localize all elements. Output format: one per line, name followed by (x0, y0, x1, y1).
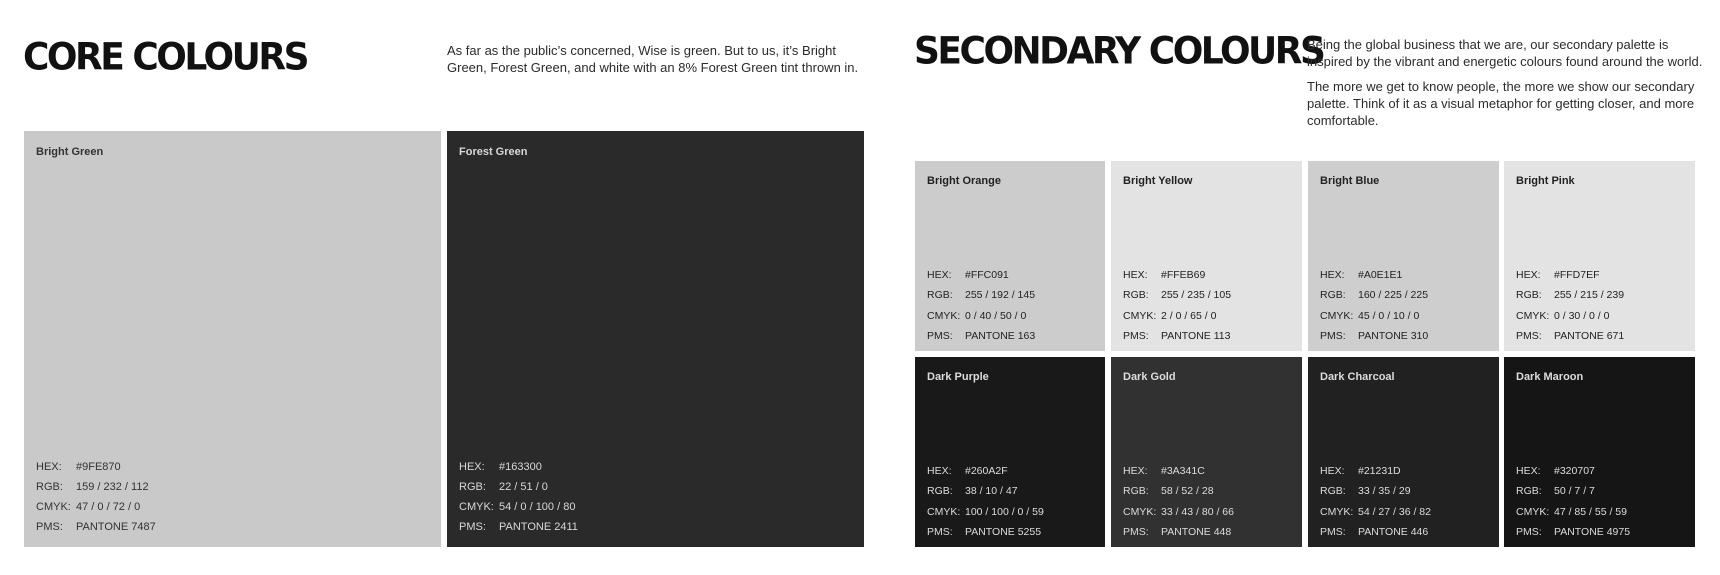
rgb-value: 160 / 225 / 225 (1358, 289, 1429, 301)
cmyk-label: CMYK: (1320, 505, 1354, 518)
cmyk-value: 0 / 30 / 0 / 0 (1554, 309, 1610, 322)
pms-value: PANTONE 7487 (76, 521, 156, 533)
swatch-dark-charcoal (1308, 357, 1499, 547)
swatch-name: Dark Charcoal (1320, 371, 1395, 383)
swatch-name: Bright Blue (1320, 175, 1380, 187)
hex-label: HEX: (927, 464, 952, 477)
hex-value: #9FE870 (76, 461, 121, 473)
secondary-colours-intro (1307, 36, 1707, 137)
cmyk-value: 54 / 0 / 100 / 80 (499, 501, 576, 513)
swatch-dark-gold (1111, 357, 1302, 547)
cmyk-label: CMYK: (36, 501, 71, 513)
colour-specs (36, 461, 156, 533)
hex-value: #260A2F (965, 464, 1008, 477)
swatch-forest-green (447, 131, 864, 547)
swatch-bright-green (24, 131, 441, 547)
hex-label: HEX: (1516, 464, 1541, 477)
hex-value: #A0E1E1 (1358, 268, 1403, 281)
secondary-intro-paragraph-1: Being the global business that we are, our secondary palette is inspired by the vibrant and energetic colours found around the world. (1307, 37, 1703, 69)
hex-label: HEX: (36, 461, 62, 473)
colour-specs (1123, 269, 1231, 343)
cmyk-label: CMYK: (1320, 309, 1354, 322)
swatch-name: Bright Green (36, 146, 104, 158)
pms-value: PANTONE 310 (1358, 330, 1429, 342)
rgb-label: RGB: (459, 481, 486, 493)
core-colours-intro: As far as the public’s concerned, Wise is green. But to us, it’s Bright Green, Forest Green, and white with an 8% Forest Green tint thrown in. (447, 43, 859, 75)
swatch-bright-orange (915, 161, 1105, 351)
swatch-name: Bright Orange (927, 175, 1001, 187)
rgb-value: 159 / 232 / 112 (76, 481, 149, 493)
hex-label: HEX: (1320, 464, 1345, 477)
hex-label: HEX: (459, 461, 485, 473)
rgb-label: RGB: (1123, 485, 1149, 497)
rgb-label: RGB: (1320, 485, 1346, 497)
pms-label: PMS: (459, 521, 486, 533)
hex-value: #3A341C (1161, 464, 1205, 477)
swatch-name: Forest Green (459, 146, 528, 158)
pms-value: PANTONE 163 (965, 330, 1036, 342)
swatch-bright-pink (1504, 161, 1695, 351)
rgb-value: 255 / 192 / 145 (965, 289, 1036, 301)
colour-specs (1123, 465, 1234, 539)
rgb-value: 255 / 235 / 105 (1161, 289, 1232, 301)
pms-value: PANTONE 448 (1161, 526, 1232, 538)
cmyk-value: 33 / 43 / 80 / 66 (1161, 505, 1234, 518)
hex-label: HEX: (1516, 268, 1541, 281)
rgb-label: RGB: (36, 481, 63, 493)
swatch-name: Bright Yellow (1123, 175, 1193, 187)
cmyk-label: CMYK: (459, 501, 494, 513)
swatch-dark-purple (915, 357, 1105, 547)
pms-label: PMS: (927, 526, 953, 538)
pms-value: PANTONE 446 (1358, 526, 1429, 538)
rgb-value: 33 / 35 / 29 (1358, 485, 1411, 497)
secondary-intro-paragraph-2: The more we get to know people, the more we show our secondary palette. Think of it as a visual metaphor for getting closer, and more comfortable. (1307, 79, 1695, 128)
rgb-label: RGB: (927, 485, 953, 497)
cmyk-label: CMYK: (927, 309, 961, 322)
hex-label: HEX: (1123, 464, 1148, 477)
rgb-value: 38 / 10 / 47 (965, 485, 1018, 497)
cmyk-label: CMYK: (927, 505, 961, 518)
pms-label: PMS: (1516, 526, 1542, 538)
swatch-name: Dark Purple (927, 371, 989, 383)
pms-label: PMS: (1320, 330, 1346, 342)
cmyk-value: 100 / 100 / 0 / 59 (965, 505, 1044, 518)
hex-label: HEX: (927, 268, 952, 281)
hex-value: #21231D (1358, 464, 1401, 477)
swatch-name: Dark Maroon (1516, 371, 1584, 383)
colour-specs (1516, 269, 1624, 343)
secondary-colours-heading: SECONDARY COLOURS (914, 29, 1324, 74)
hex-value: #320707 (1554, 464, 1595, 477)
hex-value: #163300 (499, 461, 542, 473)
pms-label: PMS: (1123, 330, 1149, 342)
rgb-value: 58 / 52 / 28 (1161, 485, 1214, 497)
rgb-label: RGB: (1320, 289, 1346, 301)
pms-value: PANTONE 2411 (499, 521, 578, 533)
cmyk-label: CMYK: (1516, 505, 1550, 518)
rgb-value: 50 / 7 / 7 (1554, 485, 1595, 497)
pms-value: PANTONE 4975 (1554, 526, 1631, 538)
cmyk-value: 45 / 0 / 10 / 0 (1358, 309, 1420, 322)
pms-value: PANTONE 671 (1554, 330, 1625, 342)
hex-label: HEX: (1320, 268, 1345, 281)
swatch-dark-maroon (1504, 357, 1695, 547)
cmyk-label: CMYK: (1123, 309, 1157, 322)
rgb-label: RGB: (1516, 289, 1542, 301)
rgb-value: 255 / 215 / 239 (1554, 289, 1625, 301)
pms-label: PMS: (1123, 526, 1149, 538)
swatch-name: Dark Gold (1123, 371, 1176, 383)
pms-label: PMS: (36, 521, 63, 533)
colour-specs (1320, 465, 1431, 539)
colour-specs (927, 269, 1035, 343)
colour-specs (927, 465, 1044, 539)
cmyk-label: CMYK: (1123, 505, 1157, 518)
swatch-bright-blue (1308, 161, 1499, 351)
pms-value: PANTONE 113 (1161, 330, 1231, 342)
colour-specs (459, 461, 578, 533)
cmyk-value: 54 / 27 / 36 / 82 (1358, 505, 1431, 518)
colour-specs (1516, 465, 1630, 539)
swatch-bright-yellow (1111, 161, 1302, 351)
hex-value: #FFEB69 (1161, 268, 1206, 281)
pms-label: PMS: (1320, 526, 1346, 538)
cmyk-value: 2 / 0 / 65 / 0 (1161, 309, 1217, 322)
cmyk-value: 47 / 0 / 72 / 0 (76, 501, 141, 513)
swatch-name: Bright Pink (1516, 175, 1575, 187)
hex-value: #FFD7EF (1554, 268, 1600, 281)
pms-label: PMS: (1516, 330, 1542, 342)
cmyk-value: 0 / 40 / 50 / 0 (965, 309, 1027, 322)
pms-label: PMS: (927, 330, 953, 342)
rgb-label: RGB: (1516, 485, 1542, 497)
hex-label: HEX: (1123, 268, 1148, 281)
rgb-label: RGB: (927, 289, 953, 301)
rgb-label: RGB: (1123, 289, 1149, 301)
pms-value: PANTONE 5255 (965, 526, 1042, 538)
rgb-value: 22 / 51 / 0 (499, 481, 548, 493)
hex-value: #FFC091 (965, 268, 1009, 281)
core-colours-heading: CORE COLOURS (23, 35, 308, 79)
cmyk-label: CMYK: (1516, 309, 1550, 322)
colour-specs (1320, 269, 1428, 343)
cmyk-value: 47 / 85 / 55 / 59 (1554, 505, 1627, 518)
